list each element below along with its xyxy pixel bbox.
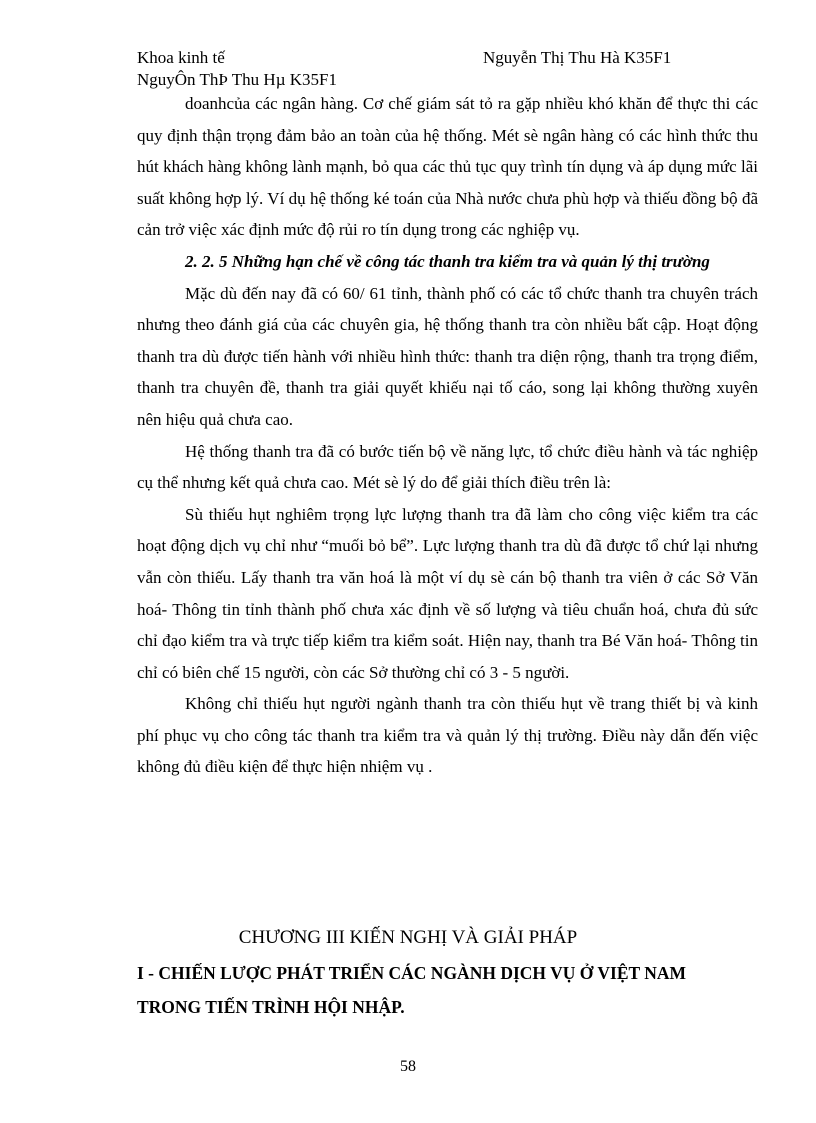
page-number: 58 <box>400 1058 416 1075</box>
paragraph-2: Mặc dù đến nay đã có 60/ 61 tỉnh, thành phố có các tổ chức thanh tra chuyên trách nhưng theo đánh giá của các chuyên gia, hệ thống thanh tra còn nhiều bất cập. Hoạt động thanh tra dù được tiến hành với nhiều hình thức: thanh tra diện rộng, thanh tra trọng điểm, thanh tra chuyên đề, thanh tra giải quyết khiếu nại tố cáo, song lại không thường xuyên nên hiệu quả chưa cao. <box>137 283 758 429</box>
paragraph-4: Sù thiếu hụt nghiêm trọng lực lượng thanh tra đã làm cho công việc kiểm tra các hoạt động dịch vụ chỉ như “muối bỏ bể”. Lực lượng thanh tra dù đã được tổ chứ lại nhưng vẫn còn thiếu. Lấy thanh tra văn hoá là một ví dụ sè cán bộ thanh tra viên ở các Sở Văn hoá- Thông tin tỉnh thành phố chưa xác định về số lượng và tiêu chuẩn hoá, chưa đủ sức chỉ đạo kiểm tra và trực tiếp kiểm tra kiểm soát. Hiện nay, thanh tra Bé Văn hoá- Thông tin chỉ có biên chế 15 người, còn các Sở thường chỉ có 3 - 5 người. <box>137 504 758 682</box>
paragraph-1: doanhcủa các ngân hàng. Cơ chế giám sát tỏ ra gặp nhiều khó khăn để thực thi các quy định thận trọng đảm bảo an toàn của hệ thống. Mét sè ngân hàng có các hình thức thu hút khách hàng không lành mạnh, bỏ qua các thủ tục quy trình tín dụng và áp dụng mức lãi suất không hợp lý. Ví dụ hệ thống ké toán của Nhà nước chưa phù hợp và thiếu đồng bộ đã cản trở việc xác định mức độ rủi ro tín dụng trong các nghiệp vụ. <box>137 94 758 240</box>
chapter-title: CHƯƠNG III KIẾN NGHỊ VÀ GIẢI PHÁP <box>238 927 578 948</box>
header-right: Nguyễn Thị Thu Hà K35F1 <box>483 48 672 67</box>
section-title-line2: TRONG TIẾN TRÌNH HỘI NHẬP. <box>137 997 405 1017</box>
header-left: Khoa kinh tế <box>137 48 225 67</box>
paragraph-5: Không chỉ thiếu hụt người ngành thanh tra còn thiếu hụt về trang thiết bị và kinh phí phục vụ cho công tác thanh tra kiểm tra và quản lý thị trường. Điều này dẫn đến việc không đủ điều kiện để thực hiện nhiệm vụ . <box>137 694 758 777</box>
paragraph-3: Hệ thống thanh tra đã có bước tiến bộ về năng lực, tổ chức điều hành và tác nghiệp cụ thể nhưng kết quả chưa cao. Mét sè lý do để giải thích điều trên là: <box>137 441 758 493</box>
section-heading-2-2-5: 2. 2. 5 Những hạn chế về công tác thanh tra kiểm tra và quản lý thị trường <box>185 251 710 271</box>
header-left-line2: NguyÔn ThÞ Thu Hµ K35F1 <box>137 70 337 89</box>
body-text <box>137 88 758 783</box>
section-title-line1: I - CHIẾN LƯỢC PHÁT TRIỂN CÁC NGÀNH DỊCH VỤ Ở VIỆT NAM <box>137 963 687 983</box>
